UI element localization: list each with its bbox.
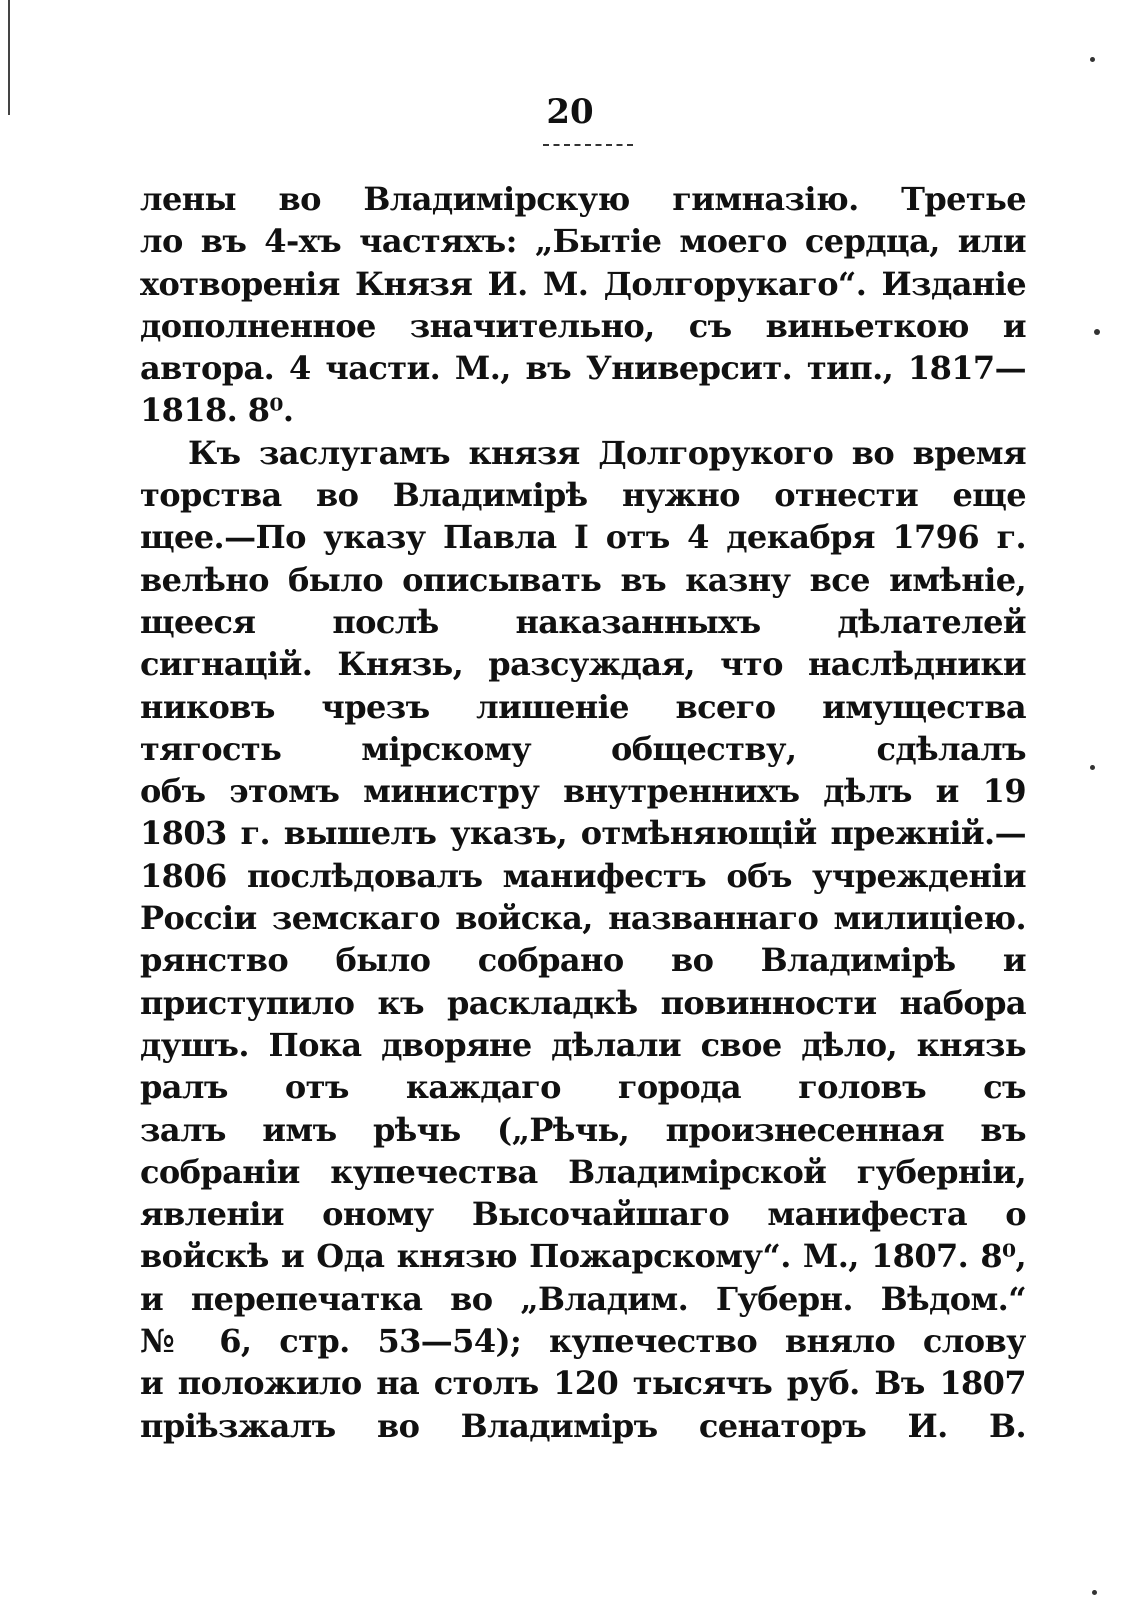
text-line: лены во Владимірскую гимназію. Третье	[140, 180, 1026, 218]
text-line: щееся послѣ наказанныхъ дѣлателей	[140, 602, 1026, 641]
text-line: приступило къ раскладкѣ повинности набора	[140, 983, 1026, 1022]
text-line: торства во Владимірѣ нужно отнести еще	[140, 476, 1026, 515]
text-line: собраніи купечества Владимірской губерніи,	[140, 1152, 1026, 1191]
text-line: щее.—По указу Павла I отъ 4 декабря 1796 г.	[140, 518, 1026, 557]
text-line: 1803 г. вышелъ указъ, отмѣняющій прежній.—	[140, 814, 1026, 853]
scan-speck	[1094, 329, 1100, 335]
text-line: душъ. Пока дворяне дѣлали свое дѣло, князь	[140, 1025, 1026, 1064]
page-number: 20	[546, 92, 594, 132]
text-line: и перепечатка во „Владим. Губерн. Вѣдом.“	[140, 1279, 1026, 1318]
scan-speck	[1092, 1590, 1097, 1595]
scan-speck	[1090, 765, 1095, 770]
paragraph-start-line: Къ заслугамъ князя Долгорукого во время	[188, 433, 1026, 472]
body-text	[140, 178, 1026, 1447]
text-line: никовъ чрезъ лишеніе всего имущества	[140, 687, 1026, 726]
text-line: хотворенія Князя И. М. Долгорукаго“. Изданіе	[140, 264, 1026, 303]
text-line: войскѣ и Ода князю Пожарскому“. М., 1807. 8⁰,	[140, 1237, 1026, 1276]
text-line: сигнацій. Князь, разсуждая, что наслѣдники	[140, 645, 1026, 684]
text-line: явленіи оному Высочайшаго манифеста о	[140, 1195, 1026, 1234]
text-line: ралъ отъ каждаго города головъ съ	[140, 1068, 1026, 1107]
text-line: 1806 послѣдовалъ манифестъ объ учрежденіи	[140, 856, 1026, 895]
text-line: пріѣзжалъ во Владиміръ сенаторъ И. В.	[140, 1406, 1026, 1445]
text-line: и положило на столъ 120 тысячъ руб. Въ 1807	[140, 1364, 1026, 1403]
text-line: 1818. 8⁰.	[140, 391, 294, 430]
text-line: автора. 4 части. М., въ Университ. тип., 1817—	[140, 349, 1026, 388]
text-line: велѣно было описывать въ казну все имѣніе,	[140, 560, 1026, 599]
text-line: дополненное значительно, съ виньеткою и	[140, 306, 1026, 345]
text-line: Россіи земскаго войска, названнаго милиціею.	[140, 899, 1026, 938]
text-line: ло въ 4-хъ частяхъ: „Бытіе моего сердца, или	[140, 222, 1026, 261]
text-line: объ этомъ министру внутреннихъ дѣлъ и 19	[140, 772, 1026, 811]
text-line: залъ имъ рѣчь („Рѣчь, произнесенная въ	[140, 1110, 1026, 1149]
text-line: рянство было собрано во Владимірѣ и	[140, 941, 1026, 980]
page-number-rule	[543, 144, 633, 146]
text-line: тягость мірскому обществу, сдѣлалъ	[140, 729, 1026, 768]
scan-speck	[1090, 57, 1095, 62]
text-line: № 6, стр. 53—54); купечество вняло слову	[140, 1322, 1026, 1361]
